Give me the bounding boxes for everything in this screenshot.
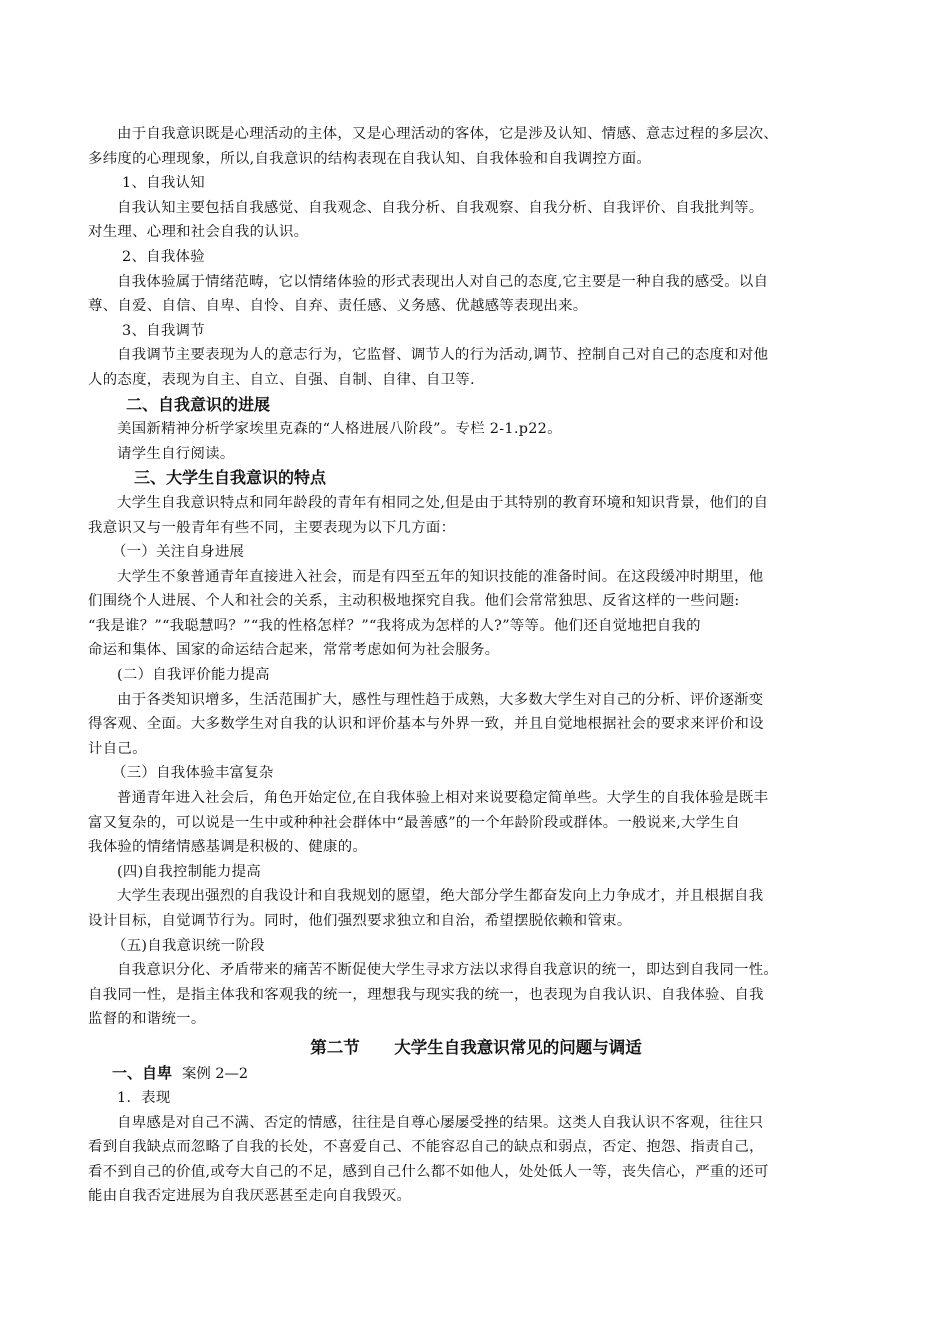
subsection-title: 一、自卑 [112, 1063, 173, 1082]
paragraph-line: 看到自我缺点而忽略了自我的长处，不喜爱自己、不能容忍自己的缺点和弱点，否定、抱怨、指责自己， [88, 1139, 764, 1156]
item-heading: (四)自我控制能力提高 [117, 863, 262, 880]
item-heading: （三）自我体验丰富复杂 [112, 765, 274, 782]
paragraph-line: 人的态度，表现为自主、自立、自强、自制、自律、自卫等. [88, 371, 475, 388]
item-heading: (二）自我评价能力提高 [117, 667, 270, 684]
paragraph-line: 们围绕个人进展、个人和社会的关系，主动积极地探究自我。他们会常常独思、反省这样的一些问题: [88, 593, 740, 610]
paragraph-line: 对生理、心理和社会自我的认识。 [88, 224, 309, 241]
paragraph-line: 设计目标，自觉调节行为。同时，他们强烈要求独立和自治，希望摆脱依赖和管束。 [88, 913, 632, 929]
paragraph-line: 我意识又与一般青年有些不同，主要表现为以下几方面： [88, 519, 456, 536]
section-heading: 二、自我意识的进展 [126, 394, 271, 414]
paragraph-line: 得客观、全面。大多数学生对自我的认识和评价基本与外界一致，并且自觉地根据社会的要求来评价和设 [88, 716, 764, 733]
paragraph-line: 自我意识分化、矛盾带来的痛苦不断促使大学生寻求方法以求得自我意识的统一，即达到自我同一性。 [117, 962, 779, 979]
paragraph-line: 自我认知主要包括自我感觉、自我观念、自我分析、自我观察、自我分析、自我评价、自我批判等。 [117, 199, 764, 216]
paragraph-line: 自我体验属于情绪范畴，它以情绪体验的形式表现出人对自己的态度,它主要是一种自我的感受。以自 [117, 273, 769, 290]
paragraph-line: 普通青年进入社会后，角色开始定位,在自我体验上相对来说要稳定简单些。大学生的自我体验是既丰 [117, 790, 769, 807]
paragraph-line: 由于各类知识增多，生活范围扩大，感性与理性趋于成熟，大多数大学生对自己的分析、评价逐渐变 [117, 691, 764, 708]
paragraph-line: 由于自我意识既是心理活动的主体，又是心理活动的客体，它是涉及认知、情感、意志过程的多层次、 [117, 126, 779, 142]
paragraph-line: 大学生表现出强烈的自我设计和自我规划的愿望，绝大部分学生都奋发向上力争成才，并且根据自我 [117, 888, 764, 905]
paragraph-line: “我是谁？”“我聪慧吗？”“我的性格怎样？”“我将成为怎样的人?”等等。他们还自觉地把自我的 [88, 617, 701, 634]
paragraph-line: 计自己。 [88, 740, 147, 757]
paragraph-line: 能由自我否定进展为自我厌恶甚至走向自我毁灭。 [88, 1188, 412, 1205]
paragraph-line: 自我调节主要表现为人的意志行为，它监督、调节人的行为活动,调节、控制自己对自己的态度和对他 [117, 347, 769, 364]
paragraph-line: 命运和集体、国家的命运结合起来，常常考虑如何为社会服务。 [88, 642, 500, 659]
item-heading: 3、自我调节 [122, 322, 205, 339]
paragraph-line: 大学生自我意识特点和同年龄段的青年有相同之处,但是由于其特别的教育环境和知识背景，他们的自 [117, 494, 769, 511]
case-reference: 案例 2—2 [182, 1065, 249, 1082]
paragraph-line: 大学生不象普通青年直接进入社会，而是有四至五年的知识技能的准备时间。在这段缓冲时期里，他 [117, 568, 764, 585]
paragraph-line: 自卑感是对自己不满、否定的情感，往往是自尊心屡屡受挫的结果。这类人自我认识不客观，往往只 [117, 1114, 764, 1131]
paragraph-line: 监督的和谐统一。 [88, 1011, 206, 1028]
paragraph-line: 我体验的情绪情感基调是积极的、健康的。 [88, 839, 368, 856]
item-heading: 1．表现 [117, 1089, 171, 1106]
item-heading: （五)自我意识统一阶段 [112, 937, 265, 954]
item-heading: （一）关注自身进展 [112, 544, 245, 561]
paragraph-line: 自我同一性，是指主体我和客观我的统一，理想我与现实我的统一，也表现为自我认识、自我体验、自我 [88, 986, 764, 1003]
paragraph-line: 看不到自己的价值,或夸大自己的不足，感到自己什么都不如他人，处处低人一等，丧失信心，严重的还可 [88, 1163, 769, 1180]
section-heading: 三、大学生自我意识的特点 [134, 468, 327, 488]
paragraph-line: 美国新精神分析学家埃里克森的“人格进展八阶段”。专栏 2-1.p22。 [117, 421, 562, 438]
item-heading: 2、自我体验 [122, 248, 205, 265]
chapter-section-title: 第二节 大学生自我意识常见的问题与调适 [310, 1037, 642, 1057]
paragraph-line: 尊、自爱、自信、自卑、自怜、自弃、责任感、义务感、优越感等表现出来。 [88, 298, 588, 315]
document-page [88, 122, 864, 1209]
subsection-heading [88, 1061, 864, 1086]
paragraph-line: 请学生自行阅读。 [117, 445, 235, 462]
item-heading: 1、自我认知 [122, 175, 205, 192]
paragraph-line: 富又复杂的，可以说是一生中或种种社会群体中“最善感”的一个年龄阶段或群体。一般说来,大学生自 [88, 814, 740, 831]
paragraph-line: 多纬度的心理现象，所以,自我意识的结构表现在自我认知、自我体验和自我调控方面。 [88, 150, 652, 167]
